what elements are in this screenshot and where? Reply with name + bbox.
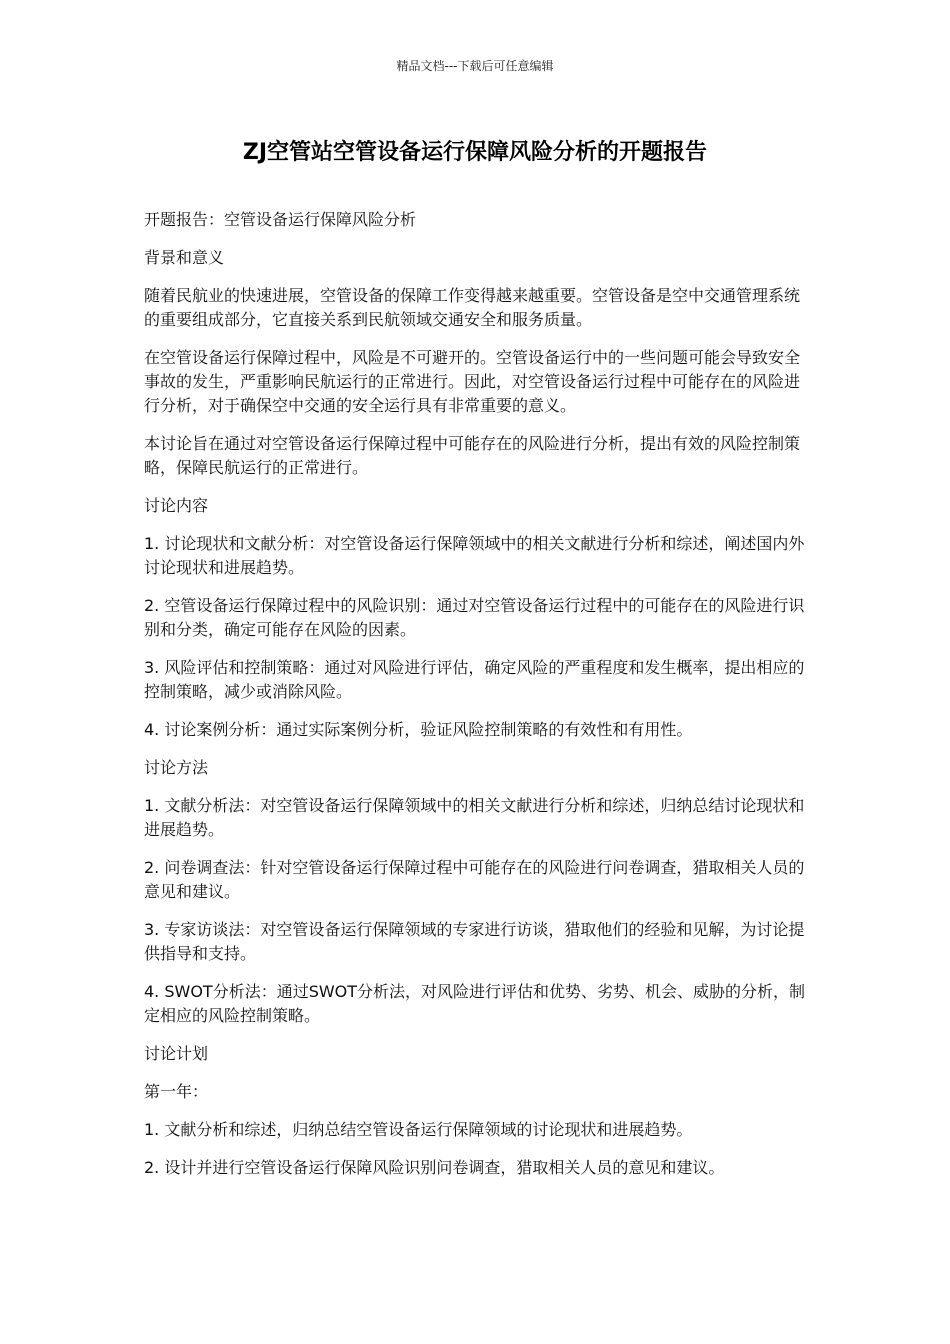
list-item: 1. 讨论现状和文献分析：对空管设备运行保障领域中的相关文献进行分析和综述，阐述国内外讨论现状和进展趋势。: [144, 534, 805, 577]
list-item: 2. 空管设备运行保障过程中的风险识别：通过对空管设备运行过程中的可能存在的风险进行识别和分类，确定可能存在风险的因素。: [144, 596, 805, 639]
list-item: 4. 讨论案例分析：通过实际案例分析，验证风险控制策略的有效性和有用性。: [144, 720, 693, 739]
list-item: 1. 文献分析法：对空管设备运行保障领域中的相关文献进行分析和综述，归纳总结讨论现状和进展趋势。: [144, 796, 805, 839]
subheading-first-year: 第一年：: [144, 1082, 209, 1101]
list-item: 3. 风险评估和控制策略：通过对风险进行评估，确定风险的严重程度和发生概率，提出相应的控制策略，减少或消除风险。: [144, 658, 805, 701]
section-heading-plan: 讨论计划: [144, 1044, 209, 1063]
paragraph: 随着民航业的快速进展，空管设备的保障工作变得越来越重要。空管设备是空中交通管理系统的重要组成部分，它直接关系到民航领域交通安全和服务质量。: [144, 286, 801, 329]
list-item: 4. SWOT分析法：通过SWOT分析法，对风险进行评估和优势、劣势、机会、威胁的分析，制定相应的风险控制策略。: [144, 982, 806, 1025]
list-item: 1. 文献分析和综述，归纳总结空管设备运行保障领域的讨论现状和进展趋势。: [144, 1120, 693, 1139]
section-heading-methods: 讨论方法: [144, 758, 209, 777]
paragraph: 在空管设备运行保障过程中，风险是不可避开的。空管设备运行中的一些问题可能会导致安全事故的发生，严重影响民航运行的正常进行。因此，对空管设备运行过程中可能存在的风险进行分析，对于确保空中交通的安全运行具有非常重要的意义。: [144, 348, 801, 415]
list-item: 3. 专家访谈法：对空管设备运行保障领域的专家进行访谈，猎取他们的经验和见解，为讨论提供指导和支持。: [144, 920, 805, 963]
list-item: 2. 问卷调查法：针对空管设备运行保障过程中可能存在的风险进行问卷调查，猎取相关人员的意见和建议。: [144, 858, 805, 901]
paragraph-report-subject: 开题报告：空管设备运行保障风险分析: [144, 210, 417, 229]
section-heading-content: 讨论内容: [144, 496, 209, 515]
section-heading-background: 背景和意义: [144, 248, 225, 267]
document-title: ZJ空管站空管设备运行保障风险分析的开题报告: [242, 140, 708, 165]
document-body: [144, 208, 806, 1194]
list-item: 2. 设计并进行空管设备运行保障风险识别问卷调查，猎取相关人员的意见和建议。: [144, 1158, 725, 1177]
page-header: 精品文档---下载后可任意编辑: [396, 59, 554, 73]
paragraph: 本讨论旨在通过对空管设备运行保障过程中可能存在的风险进行分析，提出有效的风险控制策略，保障民航运行的正常进行。: [144, 434, 801, 477]
